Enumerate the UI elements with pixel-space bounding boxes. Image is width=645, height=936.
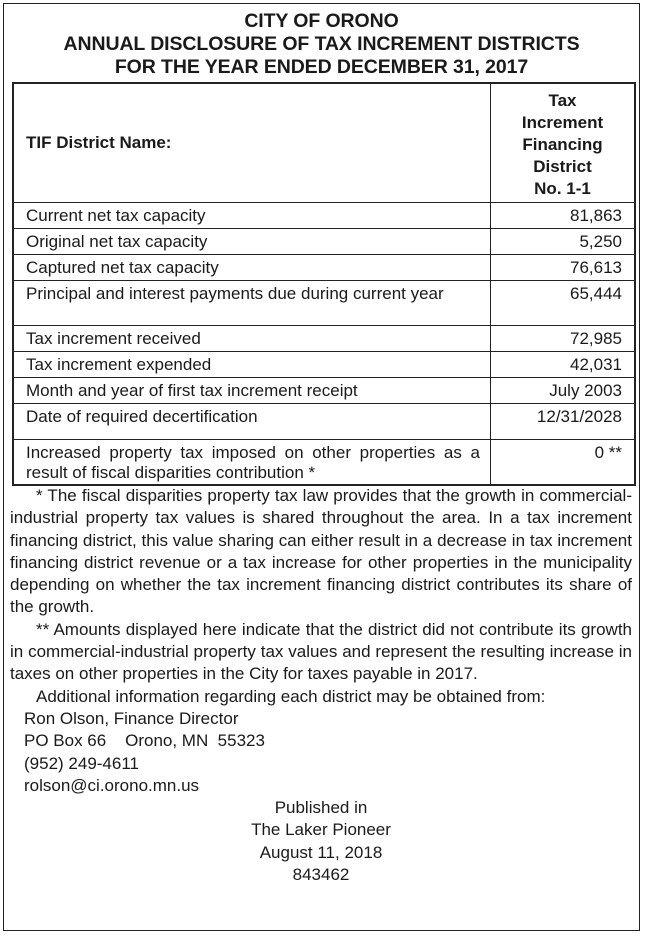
district-name-label: TIF District Name: <box>13 83 491 203</box>
contact-name: Ron Olson, Finance Director <box>24 708 239 728</box>
district-column-header: Tax Increment Financing District No. 1-1 <box>491 83 636 203</box>
row-value: 76,613 <box>491 255 636 281</box>
table-row <box>13 255 635 281</box>
published-in: Published in <box>274 798 368 818</box>
contact-email: rolson@ci.orono.mn.us <box>24 775 200 795</box>
publication-date: August 11, 2018 <box>259 842 383 862</box>
footnote-fiscal-disparities: * The fiscal disparities property tax law provides that the growth in commercial-industrial property tax values is shared throughout the area. In a tax increment financing district, this value sharing can either result in a decrease in tax increment financing district revenue or a tax increase for other properties in the municipality depending on whether the tax increment financing district contributes its share of the growth. <box>10 486 632 617</box>
row-value: 5,250 <box>491 229 636 255</box>
row-label: Tax increment received <box>13 326 491 352</box>
table-row <box>13 203 635 229</box>
table-row <box>13 352 635 378</box>
header-period: FOR THE YEAR ENDED DECEMBER 31, 2017 <box>114 56 529 78</box>
header-city: CITY OF ORONO <box>244 10 399 32</box>
table-row <box>13 404 635 440</box>
header-title: ANNUAL DISCLOSURE OF TAX INCREMENT DISTRICTS <box>63 33 580 55</box>
table-row <box>13 229 635 255</box>
row-value: 12/31/2028 <box>491 404 636 440</box>
row-value: 0 ** <box>491 440 636 486</box>
table-row <box>13 326 635 352</box>
row-value: 42,031 <box>491 352 636 378</box>
newspaper-name: The Laker Pioneer <box>251 820 391 840</box>
table-row <box>13 440 635 486</box>
row-label: Principal and interest payments due during current year <box>13 281 491 326</box>
row-value: July 2003 <box>491 378 636 404</box>
footnote-amounts: ** Amounts displayed here indicate that the district did not contribute its growth in commercial-industrial property tax values and represent the resulting increase in taxes on other properties in the City for taxes payable in 2017. <box>10 619 632 684</box>
notice-header <box>4 10 639 79</box>
row-value: 72,985 <box>491 326 636 352</box>
row-label: Original net tax capacity <box>13 229 491 255</box>
row-value: 65,444 <box>491 281 636 326</box>
table-header-row <box>13 83 635 203</box>
tif-district-table <box>12 82 636 486</box>
table-row <box>13 281 635 326</box>
row-value: 81,863 <box>491 203 636 229</box>
row-label: Increased property tax imposed on other properties as a result of fiscal disparities contribution * <box>13 440 491 486</box>
contact-phone: (952) 249-4611 <box>24 753 139 773</box>
row-label: Tax increment expended <box>13 352 491 378</box>
notes-section <box>10 485 632 886</box>
row-label: Date of required decertification <box>13 404 491 440</box>
table-row <box>13 378 635 404</box>
row-label: Current net tax capacity <box>13 203 491 229</box>
row-label: Month and year of first tax increment receipt <box>13 378 491 404</box>
additional-info: Additional information regarding each district may be obtained from: <box>36 686 546 706</box>
row-label: Captured net tax capacity <box>13 255 491 281</box>
notice-number: 843462 <box>292 865 350 885</box>
contact-address: PO Box 66 Orono, MN 55323 <box>24 731 265 751</box>
